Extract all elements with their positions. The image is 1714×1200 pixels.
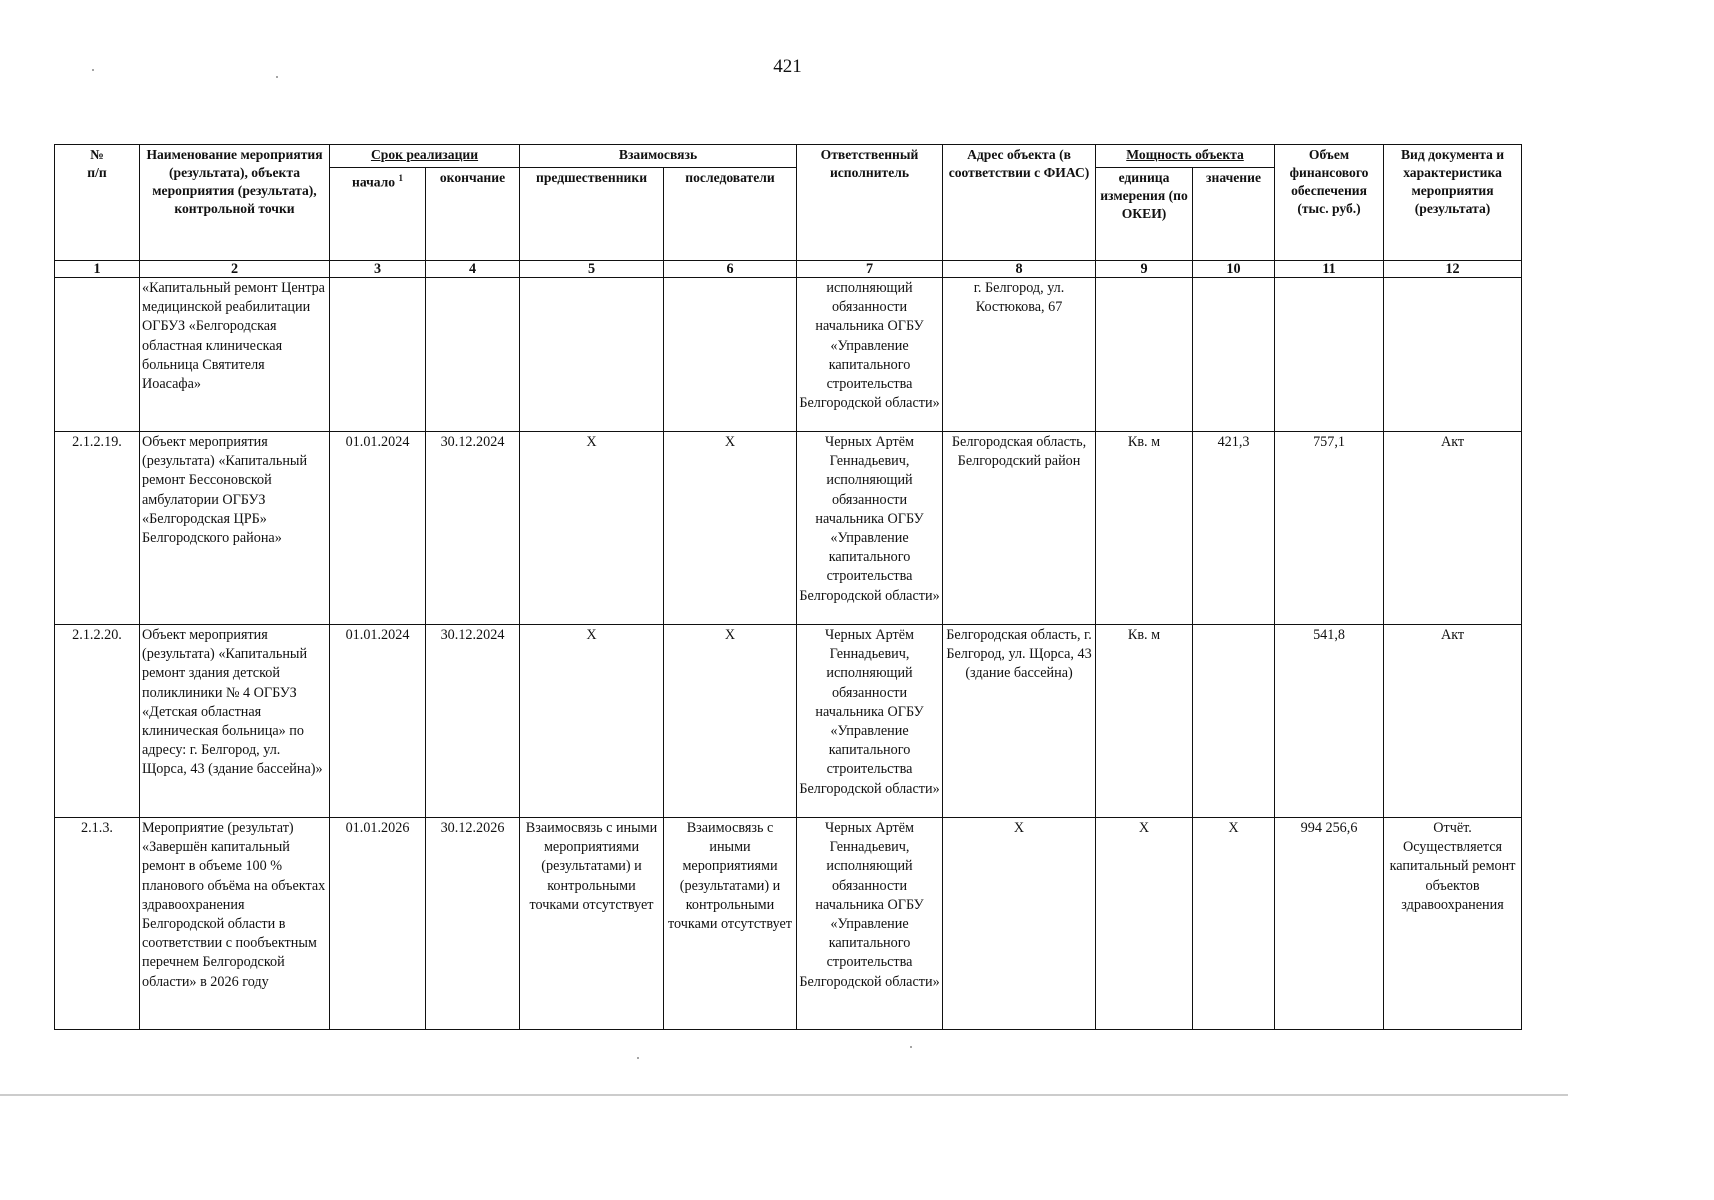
scan-speck xyxy=(910,1046,912,1048)
row-unit: Кв. м xyxy=(1096,625,1193,818)
row-name: «Капитальный ремонт Центра медицинской реабилитации ОГБУЗ «Белгородская областная клиническая больница Святителя Иоасафа» xyxy=(140,278,330,432)
column-number: 7 xyxy=(797,261,943,278)
row-name: Объект мероприятия (результата) «Капитальный ремонт здания детской поликлиники № 4 ОГБУЗ «Детская областная клиническая больница» по адресу: г. Белгород, ул. Щорса, 43 (здание бассейна)» xyxy=(140,625,330,818)
row-finance: 994 256,6 xyxy=(1275,818,1384,1030)
row-end: 30.12.2024 xyxy=(426,432,520,625)
row-unit: Кв. м xyxy=(1096,432,1193,625)
row-value: Х xyxy=(1193,818,1275,1030)
row-start: 01.01.2024 xyxy=(330,432,426,625)
row-name: Объект мероприятия (результата) «Капитальный ремонт Бессоновской амбулатории ОГБУЗ «Белгородская ЦРБ» Белгородского района» xyxy=(140,432,330,625)
row-value: 421,3 xyxy=(1193,432,1275,625)
table-row xyxy=(55,625,1522,818)
row-name: Мероприятие (результат) «Завершён капитальный ремонт в объеме 100 % планового объёма на объектах здравоохранения Белгородской области в соответствии с пообъектным перечнем Белгородской области» в 2026 году xyxy=(140,818,330,1030)
row-unit: Х xyxy=(1096,818,1193,1030)
header-address: Адрес объекта (в соответствии с ФИАС) xyxy=(943,145,1096,261)
column-number: 5 xyxy=(520,261,664,278)
header-period-label: Срок реализации xyxy=(370,147,479,162)
scan-speck xyxy=(276,76,278,78)
row-address: Белгородская область, Белгородский район xyxy=(943,432,1096,625)
table-row xyxy=(55,278,1522,432)
header-value: значение xyxy=(1193,168,1275,261)
header-period-group xyxy=(330,145,520,168)
row-successors: Х xyxy=(664,432,797,625)
row-number: 2.1.2.20. xyxy=(55,625,140,818)
row-start xyxy=(330,278,426,432)
row-start: 01.01.2026 xyxy=(330,818,426,1030)
row-number xyxy=(55,278,140,432)
header-start xyxy=(330,168,426,261)
row-document: Акт xyxy=(1384,432,1522,625)
column-number: 9 xyxy=(1096,261,1193,278)
row-document: Отчёт. Осуществляется капитальный ремонт объектов здравоохранения xyxy=(1384,818,1522,1030)
header-predecessors: предшественники xyxy=(520,168,664,261)
row-number: 2.1.3. xyxy=(55,818,140,1030)
row-finance xyxy=(1275,278,1384,432)
column-number: 4 xyxy=(426,261,520,278)
column-number: 10 xyxy=(1193,261,1275,278)
row-number: 2.1.2.19. xyxy=(55,432,140,625)
row-start: 01.01.2024 xyxy=(330,625,426,818)
row-responsible: Черных Артём Геннадьевич, исполняющий обязанности начальника ОГБУ «Управление капитального строительства Белгородской области» xyxy=(797,432,943,625)
header-row-1 xyxy=(55,145,1522,168)
row-successors: Взаимосвязь с иными мероприятиями (результатами) и контрольными точками отсутствует xyxy=(664,818,797,1030)
row-predecessors: Взаимосвязь с иными мероприятиями (результатами) и контрольными точками отсутствует xyxy=(520,818,664,1030)
row-responsible: Черных Артём Геннадьевич, исполняющий обязанности начальника ОГБУ «Управление капитального строительства Белгородской области» xyxy=(797,625,943,818)
column-number: 8 xyxy=(943,261,1096,278)
row-predecessors: Х xyxy=(520,625,664,818)
row-end: 30.12.2026 xyxy=(426,818,520,1030)
header-links-group: Взаимосвязь xyxy=(520,145,797,168)
column-number: 3 xyxy=(330,261,426,278)
row-successors: Х xyxy=(664,625,797,818)
header-start-label: начало xyxy=(352,174,399,190)
header-end: окончание xyxy=(426,168,520,261)
row-end: 30.12.2024 xyxy=(426,625,520,818)
row-finance: 757,1 xyxy=(1275,432,1384,625)
header-start-footnote: 1 xyxy=(398,173,403,183)
table-row xyxy=(55,818,1522,1030)
row-predecessors xyxy=(520,278,664,432)
row-document: Акт xyxy=(1384,625,1522,818)
column-numbers-row xyxy=(55,261,1522,278)
scan-edge-line xyxy=(0,1094,1568,1096)
column-number: 11 xyxy=(1275,261,1384,278)
row-address: Белгородская область, г. Белгород, ул. Щорса, 43 (здание бассейна) xyxy=(943,625,1096,818)
row-address: Х xyxy=(943,818,1096,1030)
header-capacity-group xyxy=(1096,145,1275,168)
column-number: 6 xyxy=(664,261,797,278)
row-predecessors: Х xyxy=(520,432,664,625)
header-finance: Объем финансового обеспечения (тыс. руб.) xyxy=(1275,145,1384,261)
table-row xyxy=(55,432,1522,625)
row-successors xyxy=(664,278,797,432)
row-responsible: исполняющий обязанности начальника ОГБУ «Управление капитального строительства Белгородской области» xyxy=(797,278,943,432)
scan-speck xyxy=(637,1057,639,1059)
row-responsible: Черных Артём Геннадьевич, исполняющий обязанности начальника ОГБУ «Управление капитального строительства Белгородской области» xyxy=(797,818,943,1030)
activities-table xyxy=(54,144,1522,1030)
header-successors: последователи xyxy=(664,168,797,261)
row-finance: 541,8 xyxy=(1275,625,1384,818)
row-address: г. Белгород, ул. Костюкова, 67 xyxy=(943,278,1096,432)
header-document: Вид документа и характеристика мероприятия (результата) xyxy=(1384,145,1522,261)
header-capacity-label: Мощность объекта xyxy=(1126,147,1244,162)
column-number: 1 xyxy=(55,261,140,278)
page-number: 421 xyxy=(773,56,802,77)
column-number: 2 xyxy=(140,261,330,278)
header-responsible: Ответственный исполнитель xyxy=(797,145,943,261)
header-number: № п/п xyxy=(55,145,140,261)
row-document xyxy=(1384,278,1522,432)
column-number: 12 xyxy=(1384,261,1522,278)
header-unit: единица измерения (по ОКЕИ) xyxy=(1096,168,1193,261)
row-value xyxy=(1193,278,1275,432)
row-value xyxy=(1193,625,1275,818)
scan-speck xyxy=(92,69,94,71)
row-unit xyxy=(1096,278,1193,432)
header-name: Наименование мероприятия (результата), объекта мероприятия (результата), контрольной точки xyxy=(140,145,330,261)
row-end xyxy=(426,278,520,432)
